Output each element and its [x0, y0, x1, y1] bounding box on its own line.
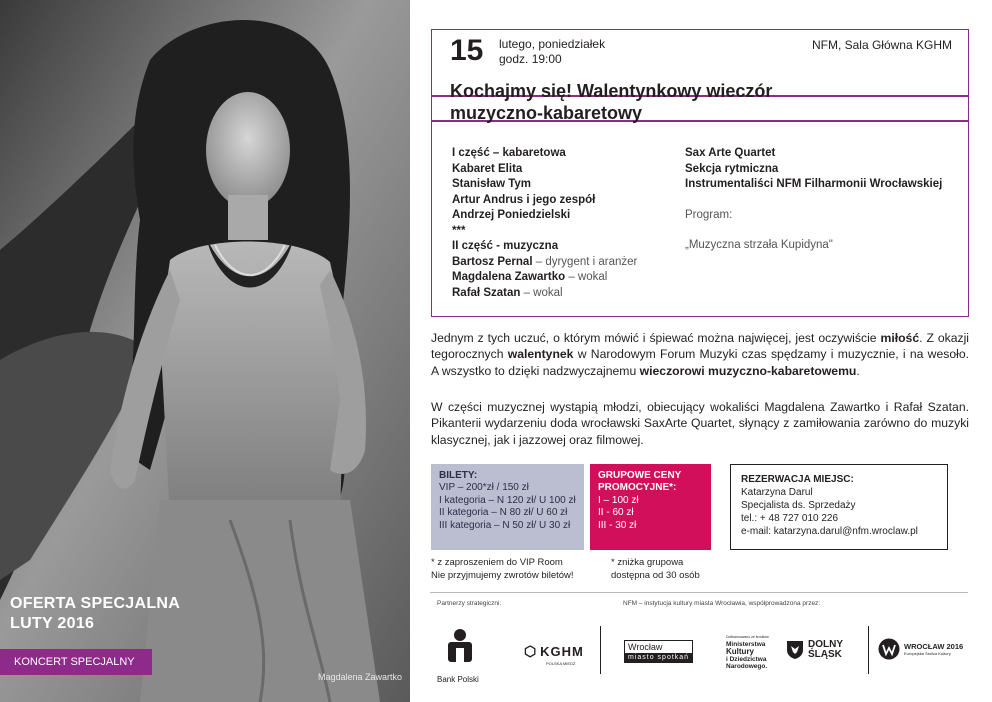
- group-header-1: GRUPOWE CENY: [598, 470, 682, 481]
- reservation-header: REZERWACJA MIEJSC:: [741, 474, 854, 485]
- performer-name: Magdalena Zawartko: [452, 271, 566, 283]
- text-run-bold: wieczorowi muzyczno-kabaretowemu: [639, 363, 857, 378]
- text-run: . Z okazji tegorocznych: [431, 331, 969, 362]
- event-date: [499, 37, 605, 67]
- separator-stars: ***: [452, 224, 466, 237]
- text-run-bold: walentynek: [507, 347, 574, 362]
- ticket-row: I kategoria – N 120 zł/ U 100 zł: [439, 494, 576, 506]
- w-circle-icon: [878, 638, 900, 660]
- performer: Kabaret Elita: [452, 162, 523, 175]
- logo-divider: [600, 626, 601, 674]
- dolny-slask-line: ŚLĄSK: [808, 649, 842, 660]
- reservation-box: [730, 464, 948, 550]
- performer: Artur Andrus i jego zespół: [452, 193, 596, 206]
- performer-role: – dyrygent i aranżer: [532, 255, 638, 268]
- ticket-row: II kategoria – N 80 zł/ U 60 zł: [439, 507, 568, 519]
- dolny-slask-line: DOLNY: [808, 639, 843, 650]
- event-day: 15: [450, 34, 484, 67]
- ministry-line: Ministerstwa: [726, 641, 766, 648]
- text-run-bold: miłość: [880, 331, 920, 345]
- kghm-subtitle: POLSKA MIEDŹ: [546, 661, 576, 666]
- w2016-subtitle: Europejska Stolica Kultury: [904, 651, 951, 656]
- performer: [452, 286, 637, 302]
- performer: Stanisław Tym: [452, 178, 532, 190]
- offer-line-1: OFERTA SPECJALNA: [10, 595, 181, 612]
- w2016-title: WROCŁAW 2016: [904, 642, 964, 651]
- group-row: II - 60 zł: [598, 507, 634, 519]
- text-run: w Narodowym Forum Muzyki czas spędzamy i muzycznie, i na wesoło. A wszystko to dzięki nadzwyczajnemu: [431, 347, 970, 378]
- group-header-2: PROMOCYJNE*:: [598, 482, 677, 494]
- description-paragraph-2: W części muzycznej wystąpią młodzi, obiecujący wokaliści Magdalena Zawartko i Rafał Szatan. Pikanterii wydarzeniu doda wrocławski SaxArte Quartet, słynący z zamiłowania zarówno do muzyki klasycznej, jak i jazzowej oraz filmowej.: [431, 400, 969, 447]
- kghm-logo: ⬡ KGHM POLSKA MIEDŹ: [524, 643, 584, 666]
- special-offer-text: [10, 594, 180, 634]
- bank-polski-label: Bank Polski: [437, 675, 479, 684]
- performer-name: Bartosz Pernal: [452, 255, 533, 268]
- reservation-role: Specjalista ds. Sprzedaży: [741, 500, 856, 511]
- ensemble: Instrumentaliści NFM Filharmonii Wrocławskiej: [685, 178, 943, 190]
- performer: Andrzej Poniedzielski: [452, 209, 571, 221]
- group-prices-box: [590, 464, 711, 550]
- pko-icon: [440, 628, 480, 668]
- note-line: * zniżka grupowa: [611, 557, 684, 568]
- group-row: I – 100 zł: [598, 494, 639, 506]
- event-time: godz. 19:00: [499, 52, 562, 66]
- ticket-row: VIP – 200*zł / 150 zł: [439, 482, 529, 494]
- wroclaw-logo: [624, 640, 693, 663]
- part-two-heading: II część - muzyczna: [452, 240, 559, 252]
- tickets-box: [431, 464, 584, 550]
- eagle-crest-icon: [786, 640, 804, 660]
- note-line: dostępna od 30 osób: [611, 569, 700, 581]
- reservation-phone[interactable]: tel.: + 48 727 010 226: [741, 513, 839, 524]
- group-row: III - 30 zł: [598, 519, 637, 531]
- tickets-header: BILETY:: [439, 470, 478, 481]
- performer: [452, 255, 637, 271]
- reservation-name: Katarzyna Darul: [741, 487, 813, 498]
- nfm-institution-label: NFM – instytucja kultury miasta Wrocławia, współprowadzona przez:: [623, 600, 821, 607]
- partners-separator: [430, 592, 968, 593]
- note-line: * z zaproszeniem do VIP Room: [431, 557, 563, 568]
- ensemble: Sax Arte Quartet: [685, 147, 776, 159]
- text-run: .: [856, 363, 860, 378]
- bank-polski-logo: [440, 628, 480, 668]
- special-concert-badge: KONCERT SPECJALNY: [0, 649, 152, 675]
- event-date-text: lutego, poniedziałek: [499, 37, 606, 51]
- reservation-email[interactable]: e-mail: katarzyna.darul@nfm.wroclaw.pl: [741, 526, 918, 537]
- ensemble: Sekcja rytmiczna: [685, 162, 779, 175]
- performer: [452, 270, 637, 286]
- performers-column: [452, 146, 637, 301]
- ticket-row: III kategoria – N 50 zł/ U 30 zł: [439, 519, 571, 531]
- kghm-wordmark: KGHM: [540, 644, 584, 659]
- ensembles-column: [685, 146, 942, 254]
- performer-name: Rafał Szatan: [452, 286, 521, 299]
- performer-role: – wokal: [565, 271, 608, 283]
- text-run: Jednym z tych uczuć, o którym mówić i śpiewać można najwięcej, jest oczywiście: [431, 331, 881, 345]
- ministry-line: Kultury: [726, 647, 754, 656]
- event-title-line-1: Kochajmy się! Walentynkowy wieczór: [450, 81, 773, 101]
- logo-divider: [868, 626, 869, 674]
- tickets-note: [431, 557, 574, 582]
- performer-role: – wokal: [520, 286, 563, 299]
- program-label: Program:: [685, 208, 733, 221]
- ministry-small: Dofinansowano ze środków: [726, 635, 769, 639]
- wroclaw-wordmark: Wrocław: [628, 642, 663, 652]
- strategic-partners-label: Partnerzy strategiczni:: [437, 600, 502, 607]
- photo-credit: Magdalena Zawartko: [317, 672, 402, 682]
- event-title: [450, 80, 870, 124]
- ministry-line: Narodowego.: [726, 663, 768, 670]
- note-line: Nie przyjmujemy zwrotów biletów!: [431, 569, 574, 581]
- event-title-line-2: muzyczno-kabaretowy: [450, 103, 643, 123]
- program-title: „Muzyczna strzała Kupidyna": [685, 239, 833, 251]
- hero-photo: [0, 0, 410, 702]
- ministry-line: i Dziedzictwa: [726, 656, 767, 663]
- description-paragraph-1: [431, 330, 969, 379]
- part-one-heading: I część – kabaretowa: [452, 147, 566, 159]
- event-info-box: [431, 29, 969, 317]
- event-venue: NFM, Sala Główna KGHM: [811, 38, 952, 52]
- ministry-logo: [726, 634, 769, 670]
- offer-line-2: LUTY 2016: [10, 615, 95, 632]
- group-note: [611, 557, 700, 582]
- wroclaw-slogan: miasto spotkań: [625, 653, 692, 662]
